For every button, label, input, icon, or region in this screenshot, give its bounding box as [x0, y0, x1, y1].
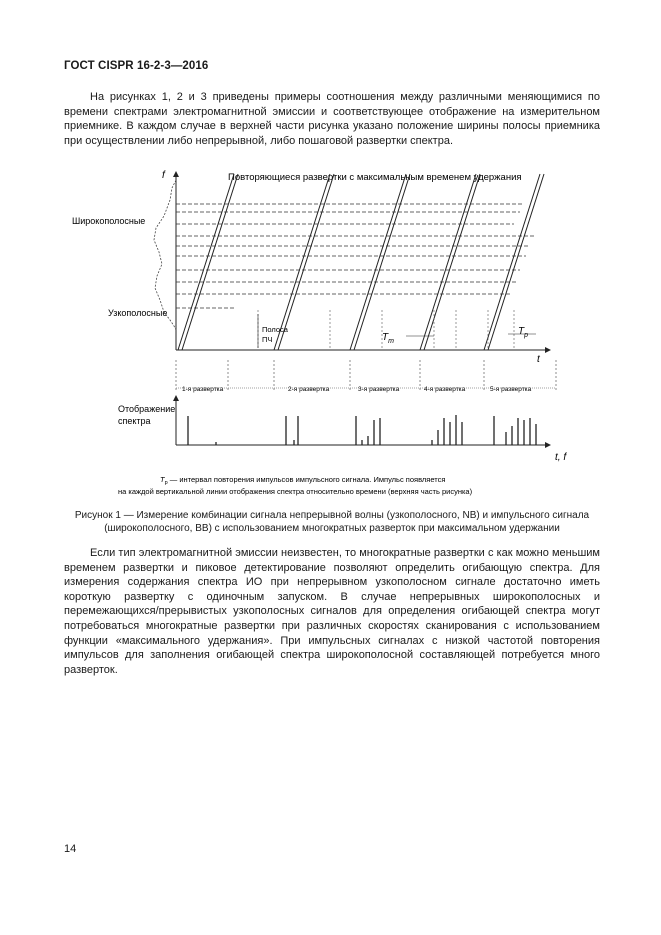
max-hold-lines: [176, 204, 534, 294]
figure-1-diagram: [60, 160, 567, 500]
t-axis-label: t: [537, 354, 540, 365]
figure-caption: Рисунок 1 — Измерение комбинации сигнала непрерывной волны (узкополосного, NB) и импульсного сигнала (широкополосного, BB) с использованием многократных разверток при максимальном удержании: [74, 510, 590, 534]
sweep-label-1: 1-я развертка: [182, 386, 224, 393]
label-narrowband: Узкополосные: [108, 308, 168, 318]
label-display-1: Отображение: [118, 404, 176, 414]
sweep-labels: [182, 386, 532, 393]
f-axis-label: f: [162, 170, 165, 181]
sweep-label-5: 5-я развертка: [490, 386, 532, 393]
spectrum-bars: [188, 415, 536, 445]
label-tp: $T_p$: [518, 326, 529, 339]
page-number: 14: [64, 843, 77, 855]
sweep-label-2: 2-я развертка: [288, 386, 330, 393]
tf-axis-label: t, f: [555, 452, 567, 463]
intro-paragraph-text: На рисунках 1, 2 и 3 приведены примеры соотношения между различными меняющимися по времени спектрами электромагнитной эмиссии и соответствующее отображение на измерительном приемнике. В каждом случае в верхней части рисунка указано положение ширины полосы приемника при осуществлении либо непрерывной, либо пошаговой развертки спектра.: [64, 91, 600, 147]
document-header: ГОСТ CISPR 16-2-3—2016: [64, 60, 209, 72]
body-paragraph: [64, 546, 600, 677]
sweep-lines: [178, 174, 544, 350]
body-paragraph-text: Если тип электромагнитной эмиссии неизвестен, то многократные развертки с как можно меньшим временем развертки и пиковое детектирование позволяют определить огибающую спектра. Для измерения содержания спектра ИО при непрерывном узкополосном сигнале достаточно иметь короткую развертку с одиночным запуском. В случае непрерывных широкополосных и перемежающихся/прерывистых узкополосных сигналов для определения огибающей спектра могут потребоваться многократные развертки при различных скоростях сканирования с использованием функции «максимального удержания». При импульсных сигналах с низкой частотой повторения импульсов для заполнения огибающей спектра широкополосной составляющей потребуется много разверток.: [64, 547, 600, 676]
sweep-label-3: 3-я развертка: [358, 386, 400, 393]
figure-title: Повторяющиеся развертки с максимальным временем удержания: [228, 172, 522, 183]
figure-note-line1: $T_p$ — интервал повторения импульсов импульсного сигнала. Импульс появляется: [160, 475, 446, 486]
pulse-markers-upper: [258, 310, 514, 350]
figure-note-line2: на каждой вертикальной линии отображения спектра относительно времени (верхняя часть рисунка): [118, 487, 473, 496]
label-display-2: спектра: [118, 416, 151, 426]
sweep-label-4: 4-я развертка: [424, 386, 466, 393]
intro-paragraph: [64, 90, 600, 148]
label-tm: $T_m$: [382, 332, 394, 345]
label-if-2: ПЧ: [262, 335, 273, 344]
label-wideband: Широкополосные: [72, 216, 146, 226]
label-if-1: Полоса: [262, 325, 288, 334]
